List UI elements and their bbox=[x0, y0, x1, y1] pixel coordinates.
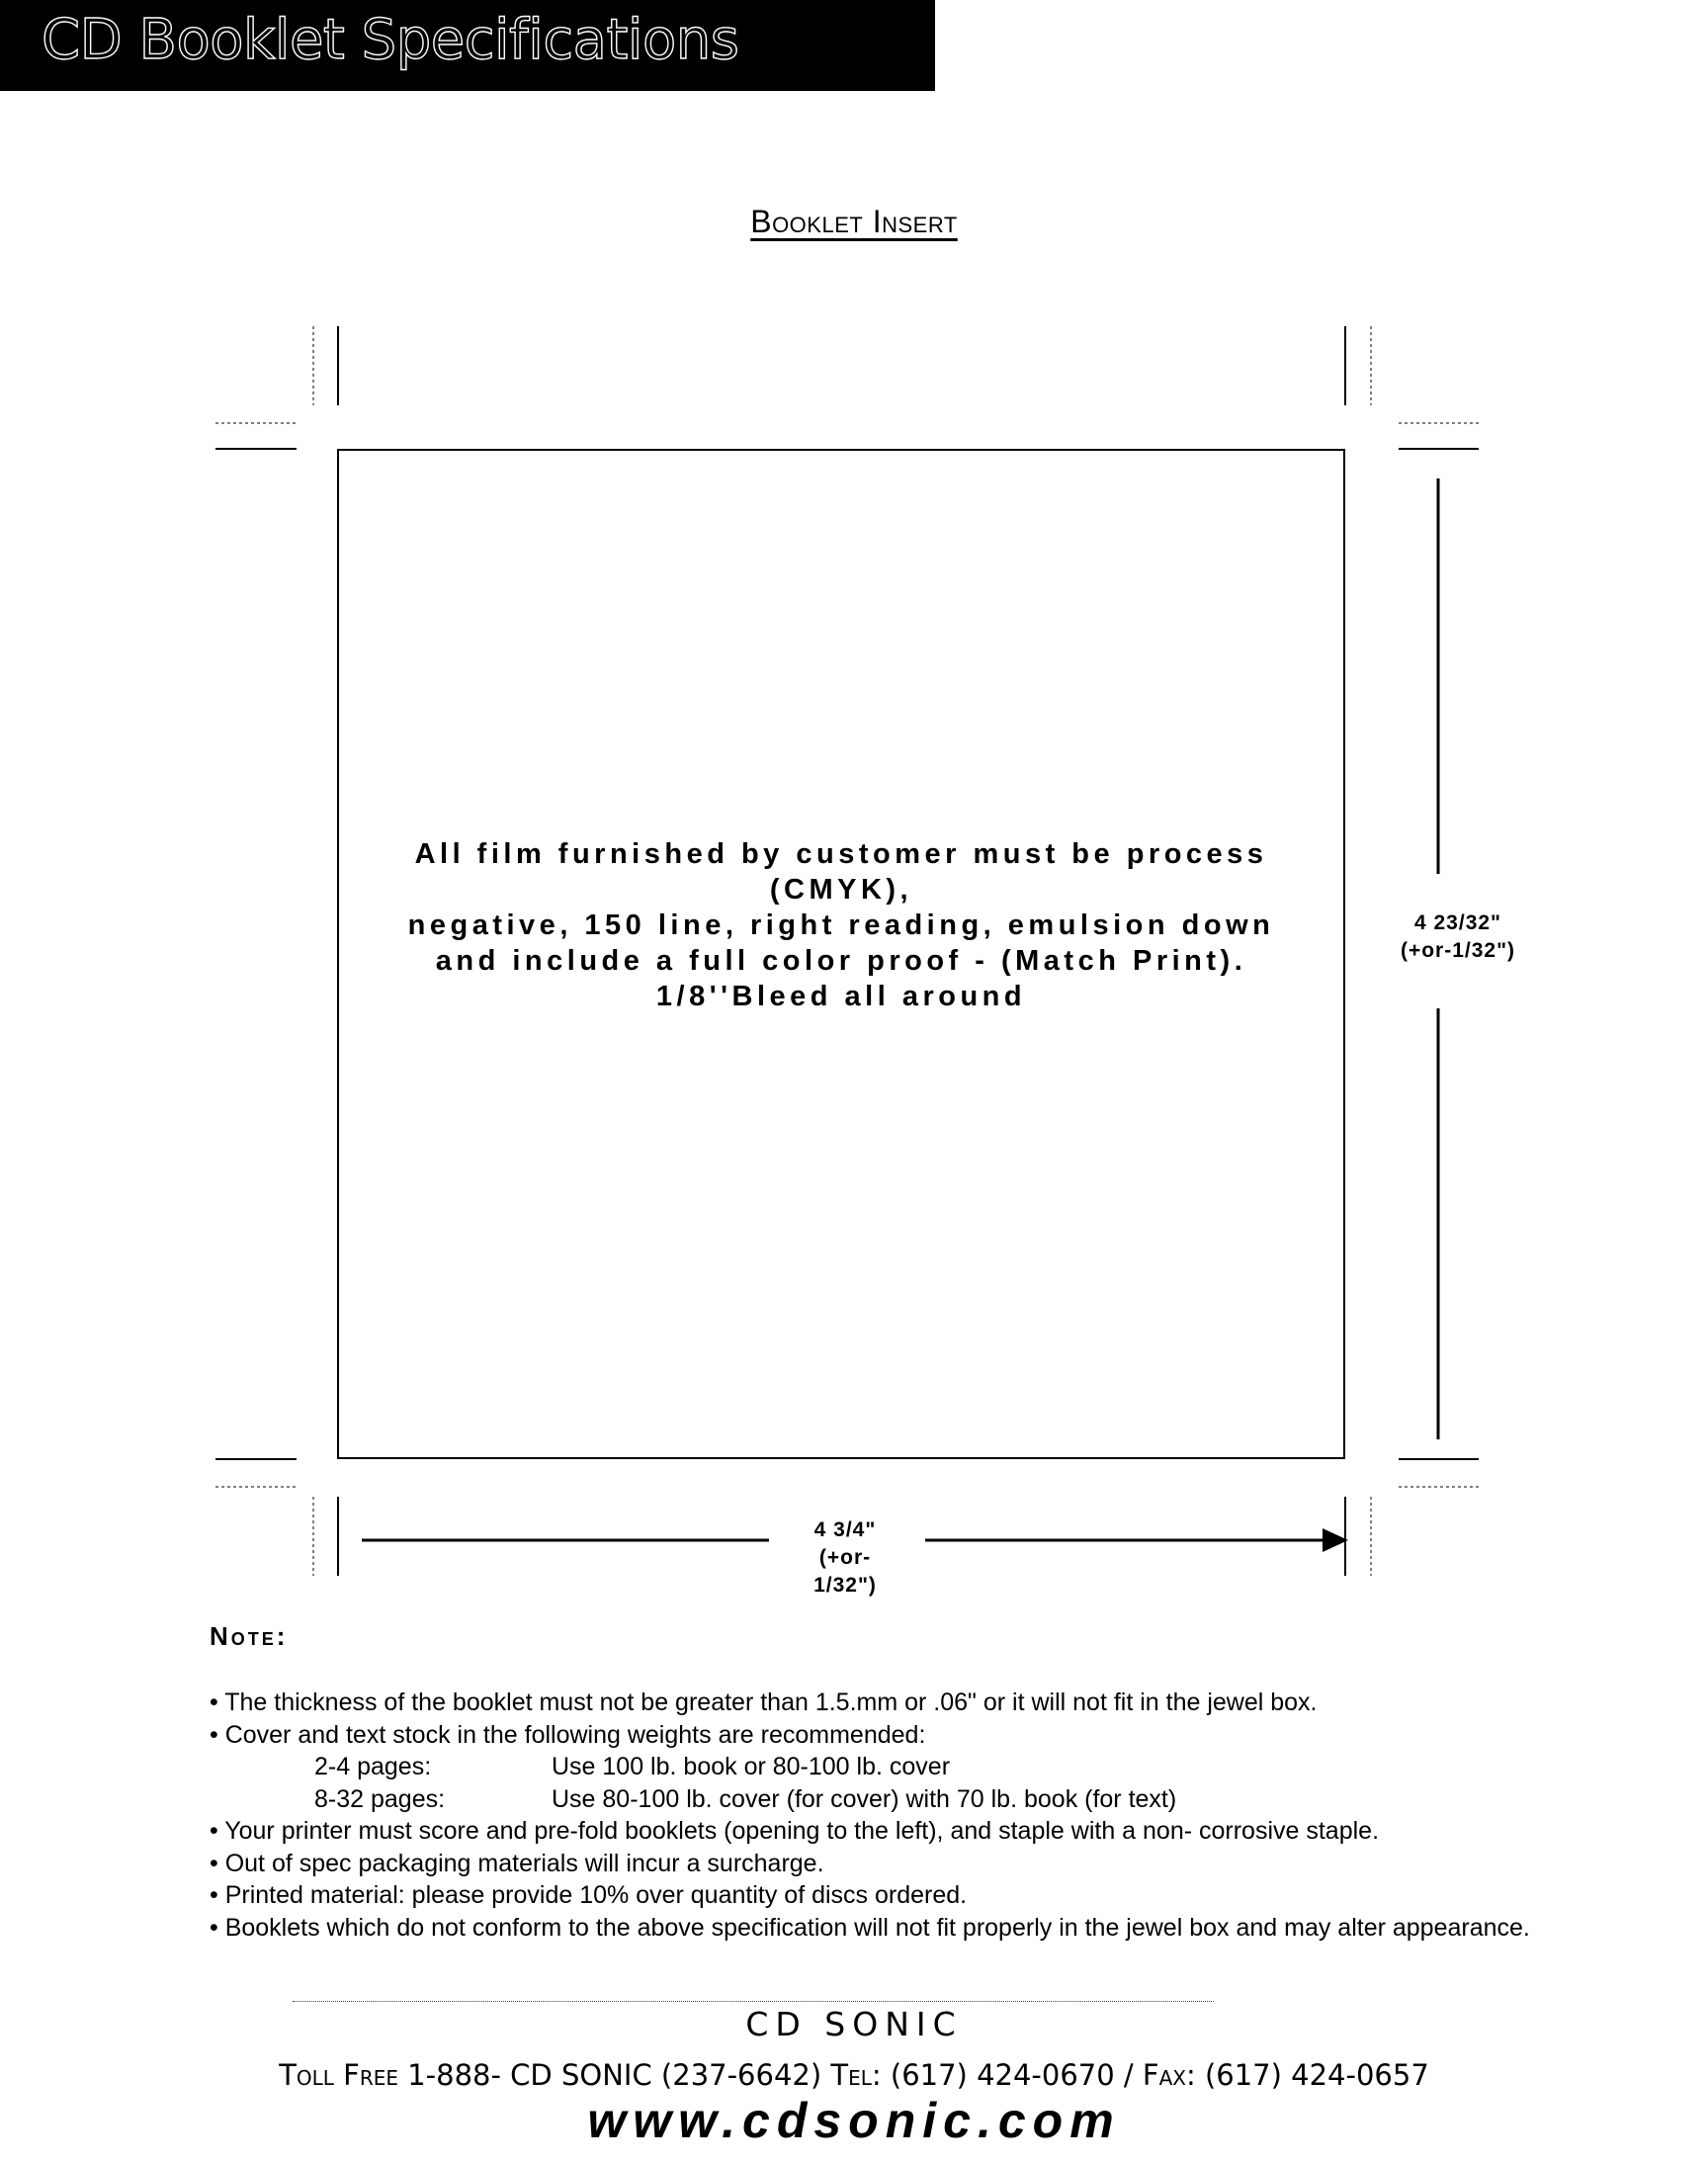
stock-spec: Use 80-100 lb. cover (for cover) with 70 lb. book (for text) bbox=[552, 1784, 1177, 1813]
note-item: • Out of spec packaging materials will incur a surcharge. bbox=[210, 1849, 824, 1877]
film-instruction-line: All film furnished by customer must be process (CMYK), bbox=[414, 838, 1268, 906]
width-tolerance: (+or- bbox=[818, 1546, 872, 1569]
height-value: 4 23/32" bbox=[1413, 911, 1502, 934]
note-item: • The thickness of the booklet must not be greater than 1.5.mm or .06" or it will not fit in the jewel box. bbox=[210, 1689, 1318, 1716]
stock-spec: Use 100 lb. book or 80-100 lb. cover bbox=[552, 1753, 951, 1780]
website-link[interactable]: www.cdsonic.com bbox=[587, 2093, 1121, 2148]
note-label: Note: bbox=[210, 1621, 289, 1651]
note-item: • Cover and text stock in the following weights are recommended: bbox=[210, 1720, 926, 1749]
note-item: • Booklets which do not conform to the above specification will not fit properly in the jewel box and may alter appearance. bbox=[210, 1913, 1530, 1942]
page-title: CD Booklet Specifications bbox=[42, 8, 739, 72]
company-name: CD SONIC bbox=[745, 2005, 963, 2043]
section-title: Booklet Insert bbox=[750, 204, 958, 239]
width-value: 4 3/4" bbox=[813, 1518, 877, 1541]
notes-list bbox=[210, 1687, 1583, 1944]
note-item: • Printed material: please provide 10% over quantity of discs ordered. bbox=[210, 1881, 968, 1909]
footer-divider bbox=[293, 2001, 1214, 2002]
contact-line: Toll Free 1-888- CD SONIC (237-6642) Tel: (617) 424-0670 / Fax: (617) 424-0657 bbox=[279, 2058, 1429, 2092]
film-instruction-line: negative, 150 line, right reading, emulsion down and include a full color proof - (Match Print). bbox=[407, 909, 1275, 977]
film-instruction-line: 1/8''Bleed all around bbox=[655, 981, 1027, 1012]
stock-row bbox=[210, 1751, 1583, 1783]
width-dimension-label bbox=[791, 1516, 899, 1600]
height-tolerance: (+or-1/32") bbox=[1400, 939, 1516, 962]
stock-pages: 8-32 pages: bbox=[314, 1784, 446, 1813]
width-tolerance: 1/32") bbox=[813, 1574, 877, 1597]
height-dimension-label bbox=[1379, 909, 1537, 965]
stock-pages: 2-4 pages: bbox=[314, 1753, 432, 1780]
stock-row bbox=[210, 1783, 1583, 1816]
film-instructions bbox=[337, 836, 1345, 1014]
note-item: • Your printer must score and pre-fold booklets (opening to the left), and staple with a non- corrosive staple. bbox=[210, 1817, 1380, 1845]
